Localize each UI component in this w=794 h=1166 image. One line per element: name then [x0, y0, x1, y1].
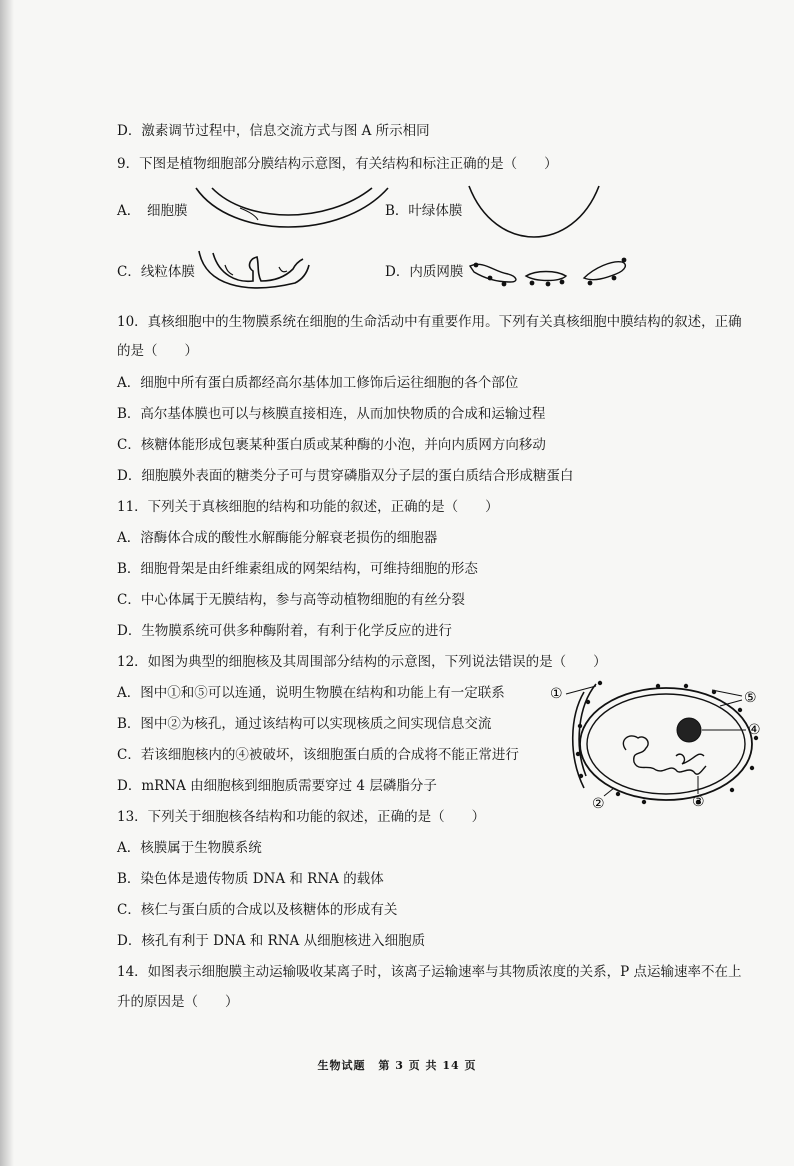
q12-figure-nucleus: [548, 676, 773, 816]
page-footer: [0, 1057, 794, 1073]
q10-option-a: A．细胞中所有蛋白质都经高尔基体加工修饰后运往细胞的各个部位: [117, 375, 519, 391]
q9-option-b: B．叶绿体膜: [385, 203, 463, 219]
q10-option-b: B．高尔基体膜也可以与核膜直接相连，从而加快物质的合成和运输过程: [117, 406, 546, 422]
q12-option-a: A．图中①和⑤可以连通，说明生物膜在结构和功能上有一定联系: [117, 685, 505, 701]
q11-option-a: A．溶酶体合成的酸性水解酶能分解衰老损伤的细胞器: [117, 530, 438, 546]
q13-option-a: A．核膜属于生物膜系统: [117, 840, 262, 856]
footer-page-number: 第 3 页 共 14 页: [378, 1059, 477, 1072]
q12-option-c: C．若该细胞核内的④被破坏，该细胞蛋白质的合成将不能正常进行: [117, 747, 519, 763]
q13-option-c: C．核仁与蛋白质的合成以及核糖体的形成有关: [117, 902, 398, 918]
q11-option-b: B．细胞骨架是由纤维素组成的网架结构，可维持细胞的形态: [117, 561, 478, 577]
q12-label-3: ③: [692, 794, 705, 810]
q12-label-1: ①: [550, 686, 563, 702]
q11-option-d: D．生物膜系统可供多种酶附着，有利于化学反应的进行: [117, 623, 452, 639]
q8-option-d: D．激素调节过程中，信息交流方式与图 A 所示相同: [117, 123, 430, 139]
q11-option-c: C．中心体属于无膜结构，参与高等动植物细胞的有丝分裂: [117, 592, 465, 608]
q9-stem: 9．下图是植物细胞部分膜结构示意图，有关结构和标注正确的是（ ）: [117, 156, 558, 172]
q12-option-b: B．图中②为核孔，通过该结构可以实现核质之间实现信息交流: [117, 716, 492, 732]
q12-label-5: ⑤: [744, 690, 757, 706]
q11-stem: 11．下列关于真核细胞的结构和功能的叙述，正确的是（ ）: [117, 499, 499, 515]
q9-option-a: A． 细胞膜: [117, 203, 188, 219]
q12-option-d: D．mRNA 由细胞核到细胞质需要穿过 4 层磷脂分子: [117, 778, 437, 794]
q14-stem-line2: 升的原因是（ ）: [117, 994, 239, 1010]
q10-stem-line1: 10．真核细胞中的生物膜系统在细胞的生命活动中有重要作用。下列有关真核细胞中膜结构的叙述，正确: [117, 314, 742, 330]
q9-figure-b-chloroplast-membrane: [465, 182, 605, 247]
q10-option-d: D．细胞膜外表面的糖类分子可与贯穿磷脂双分子层的蛋白质结合形成糖蛋白: [117, 468, 574, 484]
q9-figure-a-cell-membrane: [192, 182, 392, 242]
q12-stem: 12．如图为典型的细胞核及其周围部分结构的示意图，下列说法错误的是（ ）: [117, 654, 607, 670]
q13-stem: 13．下列关于细胞核各结构和功能的叙述，正确的是（ ）: [117, 809, 486, 825]
q9-figure-c-mitochondrial-membrane: [195, 245, 315, 300]
q9-option-c: C．线粒体膜: [117, 264, 195, 280]
q9-figure-d-endoplasmic-reticulum: [466, 252, 636, 292]
q10-stem-line2: 的是（ ）: [117, 343, 198, 359]
scan-edge-shadow: [0, 0, 14, 1166]
q12-label-4: ④: [748, 722, 761, 738]
q10-option-c: C．核糖体能形成包裹某种蛋白质或某种酶的小泡，并向内质网方向移动: [117, 437, 546, 453]
q13-option-d: D．核孔有利于 DNA 和 RNA 从细胞核进入细胞质: [117, 933, 426, 949]
q9-option-d: D．内质网膜: [385, 264, 464, 280]
q14-stem-line1: 14．如图表示细胞膜主动运输吸收某离子时，该离子运输速率与其物质浓度的关系，P 点运输速率不在上: [117, 964, 742, 980]
q12-label-2: ②: [592, 796, 605, 812]
footer-subject: 生物试题: [317, 1059, 366, 1072]
q13-option-b: B．染色体是遗传物质 DNA 和 RNA 的载体: [117, 871, 384, 887]
